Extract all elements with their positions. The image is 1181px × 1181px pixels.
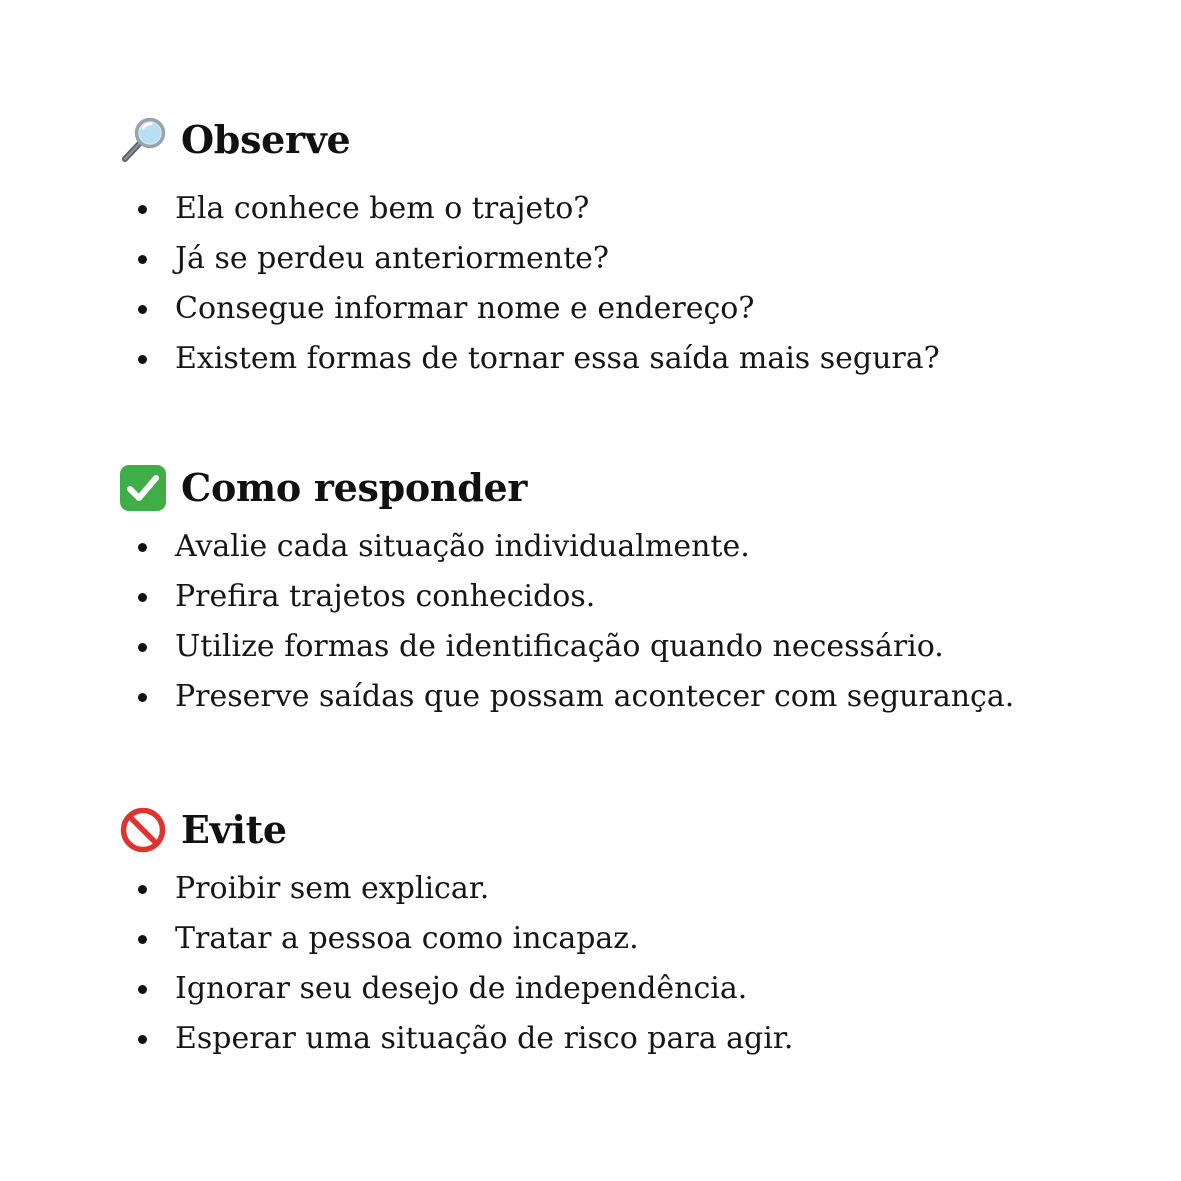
section-observe	[119, 114, 1139, 384]
bullet-dot	[138, 885, 147, 894]
bullet-dot	[138, 1035, 147, 1044]
list-item-text: Já se perdeu anteriormente?	[175, 241, 610, 276]
section-title: Como responder	[181, 465, 528, 510]
list-item	[119, 672, 1139, 722]
list-item	[119, 284, 1139, 334]
list-item-text: Existem formas de tornar essa saída mais segura?	[175, 341, 940, 376]
section-header	[119, 114, 1139, 166]
section-header	[119, 804, 1139, 856]
bullet-dot	[138, 543, 147, 552]
prohibited-icon	[119, 806, 167, 854]
list-item-text: Prefira trajetos conhecidos.	[175, 579, 596, 614]
magnifying-glass-icon	[119, 116, 167, 164]
list-item-text: Utilize formas de identificação quando necessário.	[175, 629, 944, 664]
bullet-list	[119, 864, 1139, 1064]
section-evite	[119, 804, 1139, 1064]
list-item	[119, 522, 1139, 572]
list-item-text: Proibir sem explicar.	[175, 871, 490, 906]
bullet-dot	[138, 355, 147, 364]
list-item-text: Preserve saídas que possam acontecer com segurança.	[175, 679, 1015, 714]
list-item	[119, 964, 1139, 1014]
list-item-text: Avalie cada situação individualmente.	[175, 529, 750, 564]
list-item-text: Ela conhece bem o trajeto?	[175, 191, 590, 226]
section-header	[119, 462, 1139, 514]
bullet-dot	[138, 255, 147, 264]
bullet-list	[119, 184, 1139, 384]
bullet-dot	[138, 305, 147, 314]
list-item	[119, 864, 1139, 914]
check-mark-icon	[119, 464, 167, 512]
section-title: Observe	[181, 117, 351, 162]
list-item	[119, 334, 1139, 384]
bullet-dot	[138, 643, 147, 652]
bullet-dot	[138, 205, 147, 214]
bullet-list	[119, 522, 1139, 722]
bullet-dot	[138, 593, 147, 602]
bullet-dot	[138, 985, 147, 994]
list-item	[119, 184, 1139, 234]
list-item-text: Esperar uma situação de risco para agir.	[175, 1021, 794, 1056]
section-title: Evite	[181, 807, 287, 852]
bullet-dot	[138, 693, 147, 702]
list-item	[119, 234, 1139, 284]
bullet-dot	[138, 935, 147, 944]
list-item	[119, 572, 1139, 622]
list-item	[119, 1014, 1139, 1064]
list-item-text: Tratar a pessoa como incapaz.	[175, 921, 639, 956]
list-item-text: Consegue informar nome e endereço?	[175, 291, 755, 326]
list-item	[119, 914, 1139, 964]
section-como-responder	[119, 462, 1139, 722]
list-item-text: Ignorar seu desejo de independência.	[175, 971, 748, 1006]
list-item	[119, 622, 1139, 672]
